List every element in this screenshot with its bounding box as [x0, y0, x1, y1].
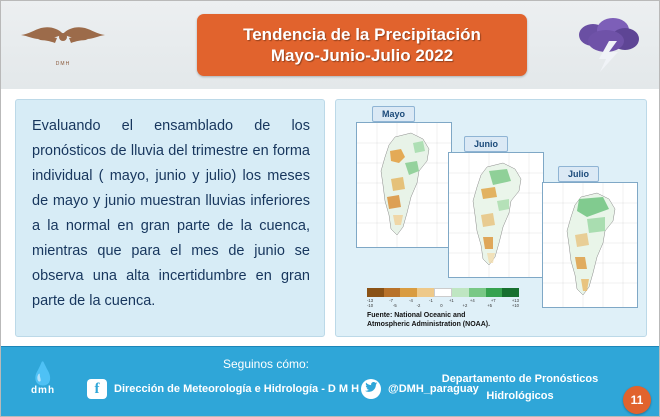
title-line-1: Tendencia de la Precipitación	[243, 25, 481, 44]
legend-tick: -13	[367, 298, 374, 303]
legend-tick: -2	[416, 303, 421, 308]
map-card-junio	[448, 152, 544, 278]
page-number-badge: 11	[623, 386, 651, 414]
map-legend	[367, 288, 519, 308]
facebook-label[interactable]: Dirección de Meteorología e Hidrología - D M H	[114, 383, 360, 395]
south-america-map-julio	[543, 183, 637, 307]
source-line-2: Atmospheric Administration (NOAA).	[367, 321, 491, 328]
legend-tick: +7	[490, 298, 496, 303]
footer	[1, 347, 660, 417]
organization-logo-text: DMH	[55, 60, 71, 67]
twitter-label[interactable]: @DMH_paraguay	[388, 383, 479, 395]
map-label-mayo: Mayo	[372, 106, 415, 122]
map-card-mayo	[356, 122, 452, 248]
organization-logo	[15, 15, 111, 75]
legend-tick: -1	[429, 298, 433, 303]
legend-tick: -10	[367, 303, 374, 308]
department-line-2: Hidrológicos	[486, 390, 554, 402]
source-line-1: Fuente: National Oceanic and	[367, 312, 466, 319]
slide-body	[1, 89, 660, 347]
department-label	[425, 371, 615, 405]
description-text: Evaluando el ensamblado de los pronósticos de lluvia del trimestre en forma individual ( mayo, junio y julio) los meses de mayo y junio muestran lluvias inferiores a la normal en gran parte de la cuenca, mientras que para el mes de junio se observa una alta incertidumbre en gran parte de la cuenca.	[32, 118, 310, 309]
description-panel	[15, 99, 325, 337]
storm-cloud-icon	[573, 15, 643, 73]
slide-title	[197, 14, 527, 76]
wings-icon	[17, 24, 109, 58]
south-america-map-mayo	[357, 123, 451, 247]
map-label-julio: Julio	[558, 166, 599, 182]
legend-swatches	[367, 288, 519, 297]
legend-tick: +10	[511, 303, 519, 308]
legend-tick: +2	[462, 303, 468, 308]
title-line-2: Mayo-Junio-Julio 2022	[270, 46, 454, 65]
legend-tick: -7	[389, 298, 393, 303]
legend-ticks-row-2	[367, 303, 519, 308]
legend-tick: +4	[469, 298, 475, 303]
legend-tick: +13	[511, 298, 519, 303]
map-label-junio: Junio	[464, 136, 508, 152]
south-america-map-junio	[449, 153, 543, 277]
legend-tick: 0	[440, 303, 443, 308]
follow-us-label: Seguinos cómo:	[222, 357, 310, 371]
facebook-icon[interactable]: f	[87, 379, 107, 399]
water-drop-icon: 💧	[29, 361, 57, 386]
legend-tick: -4	[409, 298, 413, 303]
legend-tick: +1	[448, 298, 454, 303]
dmh-logo	[23, 363, 63, 407]
map-source	[367, 311, 490, 329]
legend-tick: -5	[392, 303, 397, 308]
facebook-link[interactable]	[87, 379, 359, 399]
map-card-julio	[542, 182, 638, 308]
twitter-icon[interactable]	[361, 379, 381, 399]
department-line-1: Departamento de Pronósticos	[441, 373, 599, 385]
legend-tick: +5	[487, 303, 492, 308]
dmh-logo-text: dmh	[30, 385, 56, 396]
